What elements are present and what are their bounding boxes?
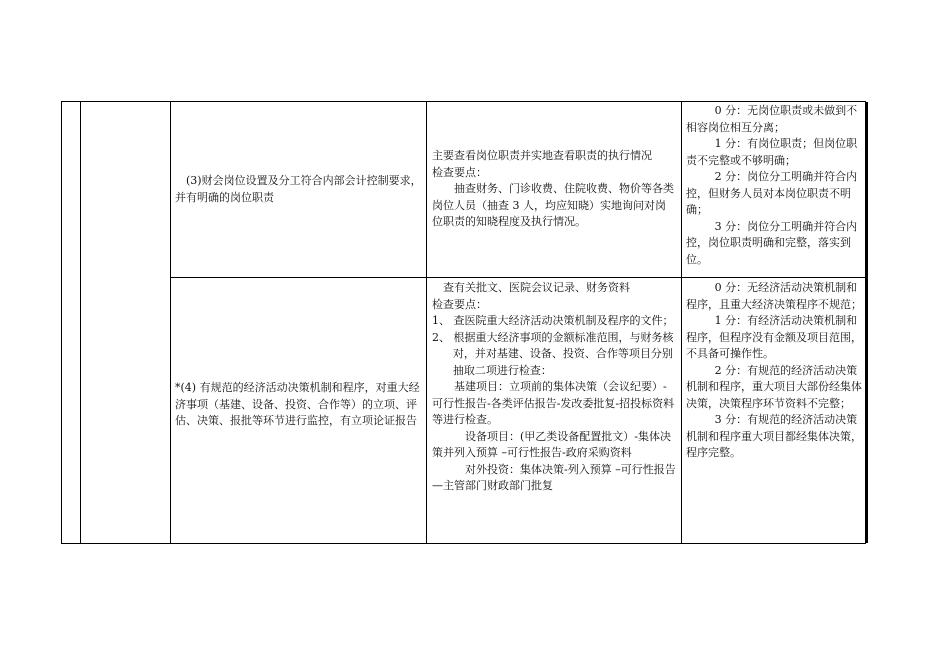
- row-2-item-cell: [175, 380, 423, 430]
- assessment-table: [61, 101, 866, 544]
- row-2-scoring-line: 1 分：有经济活动决策机制和程序，但程序没有金额及项目范围，不具备可操作性。: [686, 314, 862, 360]
- row-2-method-line: 检查要点：: [432, 297, 487, 311]
- row-2-method-line: 1、 查医院重大经济活动决策机制及程序的文件；: [432, 314, 674, 327]
- row-2-method-line: 设备项目：(甲乙类设备配置批文）-集体决策并列入预算 –可行性报告-政府采购资料: [432, 429, 672, 459]
- row-1-method-line: 检查要点：: [432, 165, 487, 179]
- row-1-scoring-line: 3 分：岗位分工明确并符合内控，岗位职责明确和完整，落实到位。: [686, 219, 858, 266]
- column-divider: [426, 102, 427, 543]
- row-1-scoring-line: 0 分：无岗位职责或未做到不相容岗位相互分离；: [686, 104, 858, 134]
- row-1-scoring-cell: [686, 103, 862, 268]
- row-2-scoring-line: 3 分：有规范的经济活动决策机制和程序重大项目都经集体决策，程序完整。: [686, 413, 862, 459]
- row-2-item-text: *(4) 有规范的经济活动决策机制和程序，对重大经济事项（基建、设备、投资、合作等）的立项、评估、决策、报批等环节进行监控，有立项论证报告: [175, 381, 420, 427]
- row-1-method-cell: [432, 148, 676, 231]
- row-divider: [170, 277, 865, 278]
- row-2-scoring-cell: [686, 280, 862, 462]
- row-1-item-cell: [175, 173, 423, 206]
- row-2-method-line: 对外投资：集体决策-列入预算 –可行性报告—主管部门财政部门批复: [432, 462, 676, 492]
- row-2-method-line: 2、 根据重大经济事项的金额标准范围，与财务核对，并对基建、设备、投资、合作等项目分别抽取二项进行检查：: [432, 330, 674, 377]
- column-divider: [170, 102, 171, 543]
- row-2-method-line: 基建项目：立项前的集体决策（会议纪要）-可行性报告-各类评估报告-发改委批复-招投标资料等进行检查。: [432, 380, 675, 426]
- column-divider: [80, 102, 81, 543]
- row-2-method-line: 查有关批文、医院会议记录、财务资料: [443, 281, 630, 294]
- row-1-item-text: (3)财会岗位设置及分工符合内部会计控制要求，并有明确的岗位职责: [175, 174, 422, 204]
- row-1-method-line: 抽查财务、门诊收费、住院收费、物价等各类岗位人员（抽查 3 人，均应知晓）实地询问对岗位职责的知晓程度及执行情况。: [432, 182, 674, 228]
- row-1-method-line: 主要查看岗位职责并实地查看职责的执行情况: [432, 149, 652, 162]
- table-right-border: [866, 102, 868, 543]
- row-2-scoring-line: 2 分：有规范的经济活动决策机制和程序，重大项目大部份经集体决策，决策程序环节资料不完整；: [686, 363, 862, 410]
- row-2-scoring-line: 0 分：无经济活动决策机制和程序，且重大经济决策程序不规范；: [686, 281, 862, 311]
- column-divider: [681, 102, 682, 543]
- row-2-method-cell: [432, 280, 676, 495]
- row-1-scoring-line: 2 分：岗位分工明确并符合内控，但财务人员对本岗位职责不明确；: [686, 170, 858, 216]
- row-1-scoring-line: 1 分：有岗位职责；但岗位职责不完整或不够明确；: [686, 137, 858, 167]
